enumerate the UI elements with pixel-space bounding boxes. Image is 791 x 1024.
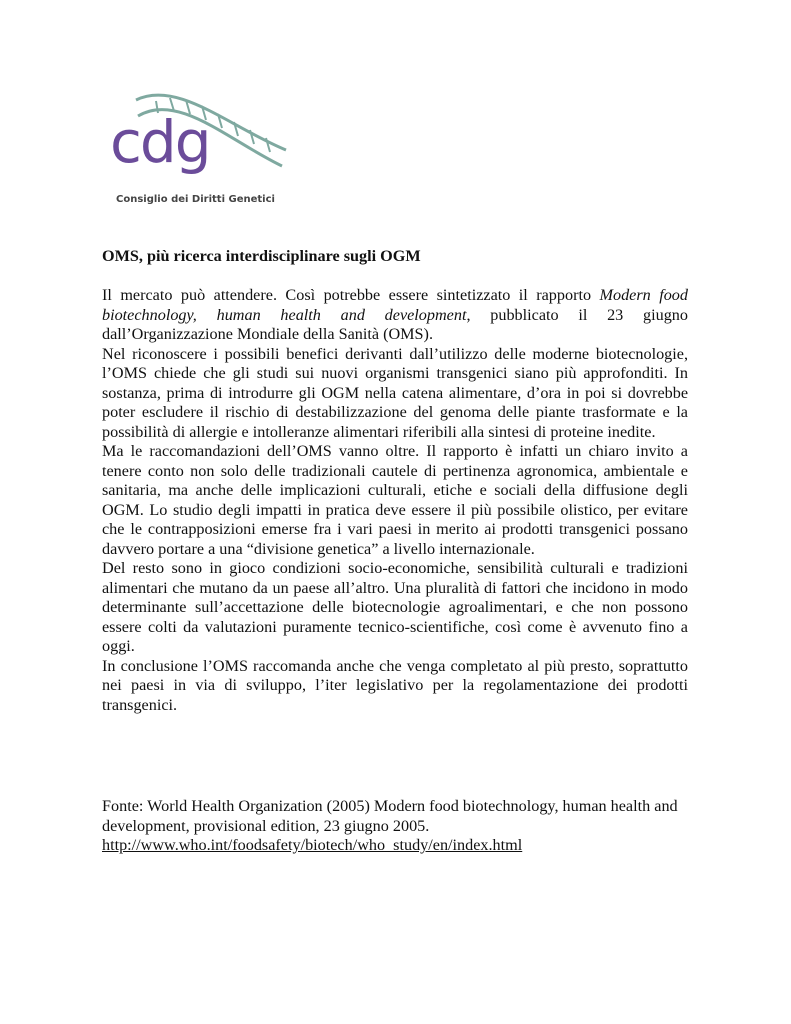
paragraph-4: Del resto sono in gioco condizioni socio-economiche, sensibilità culturali e tradizioni alimentari che mutano da un paese all’altro. Una pluralità di fattori che incidono in modo determinante sull’accettazione delle biotecnologie agroalimentari, e che non possono essere colti da valutazioni puramente tecnico-scientifiche, così come è avvenuto fino a oggi. (102, 559, 688, 655)
paragraph-2: Nel riconoscere i possibili benefici derivanti dall’utilizzo delle moderne biotecnologie, l’OMS chiede che gli studi sui nuovi organismi transgenici siano più approfonditi. In sostanza, prima di introdurre gli OGM nella catena alimentare, d’ora in poi si dovrebbe poter escludere il rischio di destabilizzazione del genoma delle piante trasformate e la possibilità di allergie e intolleranze alimentari riferibili alla sintesi di proteine inedite. (102, 344, 688, 441)
article (102, 246, 688, 715)
paragraph-1-text-b: , pubblicato il 23 giugno dall’Organizzazione Mondiale della Sanità (OMS). (102, 305, 688, 343)
cdg-logo (108, 86, 298, 216)
report-title: Modern food biotechnology, human health and development (102, 286, 688, 324)
paragraph-3: Ma le raccomandazioni dell’OMS vanno oltre. Il rapporto è infatti un chiaro invito a tenere conto non solo delle tradizionali cautele di pertinenza agronomica, ambientale e sanitaria, ma anche delle implicazioni culturali, etiche e sociali della diffusione degli OGM. Lo studio degli impatti in pratica deve essere il più possibile olistico, per evitare che le contrapposizioni emerse fra i vari paesi in merito ai prodotti transgenici possano davvero portare a una “divisione genetica” a livello internazionale. (102, 442, 688, 558)
paragraph-1-text-a: Il mercato può attendere. Così potrebbe essere sintetizzato il rapporto (102, 286, 600, 304)
paragraph-5: In conclusione l’OMS raccomanda anche che venga completato al più presto, soprattutto nei paesi in via di sviluppo, l’iter legislativo per la regolamentazione dei prodotti transgenici. (102, 656, 688, 714)
paragraph-1 (102, 286, 688, 345)
dna-helix-icon (108, 86, 298, 191)
article-title: OMS, più ricerca interdisciplinare sugli OGM (102, 247, 421, 265)
logo-wordmark: cdg (110, 108, 210, 176)
source-citation: Fonte: World Health Organization (2005) Modern food biotechnology, human health and development, provisional edition, 23 giugno 2005. (102, 797, 678, 835)
source-block (102, 797, 702, 856)
logo-caption: Consiglio dei Diritti Genetici (116, 194, 275, 205)
source-link[interactable]: http://www.who.int/foodsafety/biotech/who_study/en/index.html (102, 836, 523, 854)
